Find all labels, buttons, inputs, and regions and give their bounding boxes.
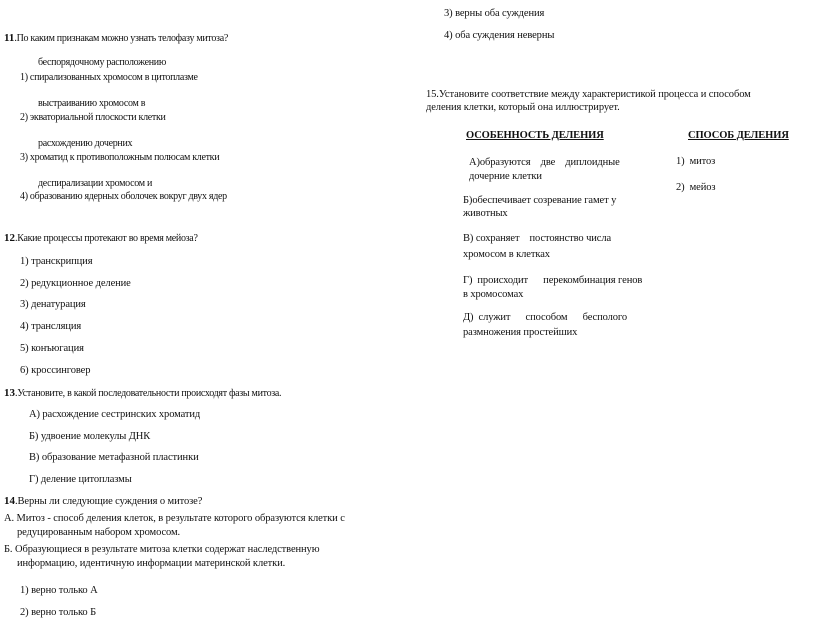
q14-number: 14 — [4, 495, 15, 507]
q15-feature-c-line2: хромосом в клетках — [463, 249, 550, 260]
q15-feature-e-line2: размножения простейших — [463, 327, 578, 338]
q11-title — [4, 33, 228, 44]
q15-feature-d-line1: Г) происходит перекомбинация генов — [463, 275, 643, 286]
q11-opt4-line1: деспирализации хромосом и — [38, 178, 153, 189]
q15-feature-c-line1: В) сохраняет постоянство числа — [463, 233, 612, 244]
q13-title — [4, 388, 281, 399]
q12-option: 6) кроссинговер — [20, 365, 91, 376]
q15-feature-d-line2: в хромосомах — [463, 289, 524, 300]
q13-text: .Установите, в какой последовательности происходят фазы митоза. — [15, 388, 282, 399]
q15-method-column-header: СПОСОБ ДЕЛЕНИЯ — [688, 130, 789, 141]
q13-option: Б) удвоение молекулы ДНК — [29, 431, 151, 442]
q11-text: .По каким признакам можно узнать телофазу митоза? — [14, 33, 228, 44]
q11-opt4-line2: 4) образованию ядерных оболочек вокруг двух ядер — [20, 191, 227, 202]
q11-opt2-line2: 2) экваториальной плоскости клетки — [20, 112, 166, 123]
q13-number: 13 — [4, 387, 15, 399]
q12-option: 4) трансляция — [20, 321, 82, 332]
q15-title-line1: 15.Установите соответствие между характеристикой процесса и способом — [426, 89, 751, 100]
q11-opt1-line2: 1) спирализованных хромосом в цитоплазме — [20, 72, 198, 83]
q14-option: 1) верно только А — [20, 585, 98, 596]
q12-title — [4, 233, 198, 244]
q15-method-mitosis: 1) митоз — [676, 156, 716, 167]
q14-statement-a-line1: А. Митоз - способ деления клеток, в результате которого образуются клетки с — [4, 513, 345, 524]
q13-option: В) образование метафазной пластинки — [29, 452, 199, 463]
q15-feature-b-line2: животных — [463, 208, 508, 219]
q15-feature-a-line2: дочерние клетки — [469, 171, 542, 182]
q14-statement-b-line2: информацию, идентичную информации материнской клетки. — [17, 558, 286, 569]
q12-option: 2) редукционное деление — [20, 278, 131, 289]
q14-option: 4) оба суждения неверны — [444, 30, 555, 41]
q13-option: А) расхождение сестринских хроматид — [29, 409, 201, 420]
q12-option: 1) транскрипция — [20, 256, 93, 267]
q15-feature-e-line1: Д) служит способом бесполого — [463, 312, 628, 323]
q12-text: .Какие процессы протекают во время мейоза? — [15, 233, 198, 244]
q12-option: 3) денатурация — [20, 299, 86, 310]
q12-number: 12 — [4, 232, 15, 244]
q14-statement-a-line2: редуцированным набором хромосом. — [17, 527, 181, 538]
q11-opt2-line1: выстраиванию хромосом в — [38, 98, 146, 109]
q14-title — [4, 496, 202, 508]
q14-option: 2) верно только Б — [20, 607, 97, 618]
q15-feature-column-header: ОСОБЕННОСТЬ ДЕЛЕНИЯ — [466, 130, 604, 141]
q15-feature-b-line1: Б)обеспечивает созревание гамет у — [463, 195, 617, 206]
q15-feature-a-line1: А)образуются две диплоидные — [469, 157, 620, 168]
q14-text: .Верны ли следующие суждения о митозе? — [15, 496, 203, 507]
q11-opt1-line1: беспорядочному расположению — [38, 57, 167, 68]
q14-option: 3) верны оба суждения — [444, 8, 545, 19]
q12-option: 5) конъюгация — [20, 343, 84, 354]
q11-number: 11 — [4, 32, 15, 44]
q15-method-meiosis: 2) мейоз — [676, 182, 716, 193]
q11-opt3-line1: расхождению дочерних — [38, 138, 133, 149]
q11-opt3-line2: 3) хроматид к противоположным полюсам клетки — [20, 152, 220, 163]
q15-title-line2: деления клетки, который она иллюстрирует. — [426, 102, 620, 113]
q13-option: Г) деление цитоплазмы — [29, 474, 132, 485]
q14-statement-b-line1: Б. Образующиеся в результате митоза клетки содержат наследственную — [4, 544, 320, 555]
